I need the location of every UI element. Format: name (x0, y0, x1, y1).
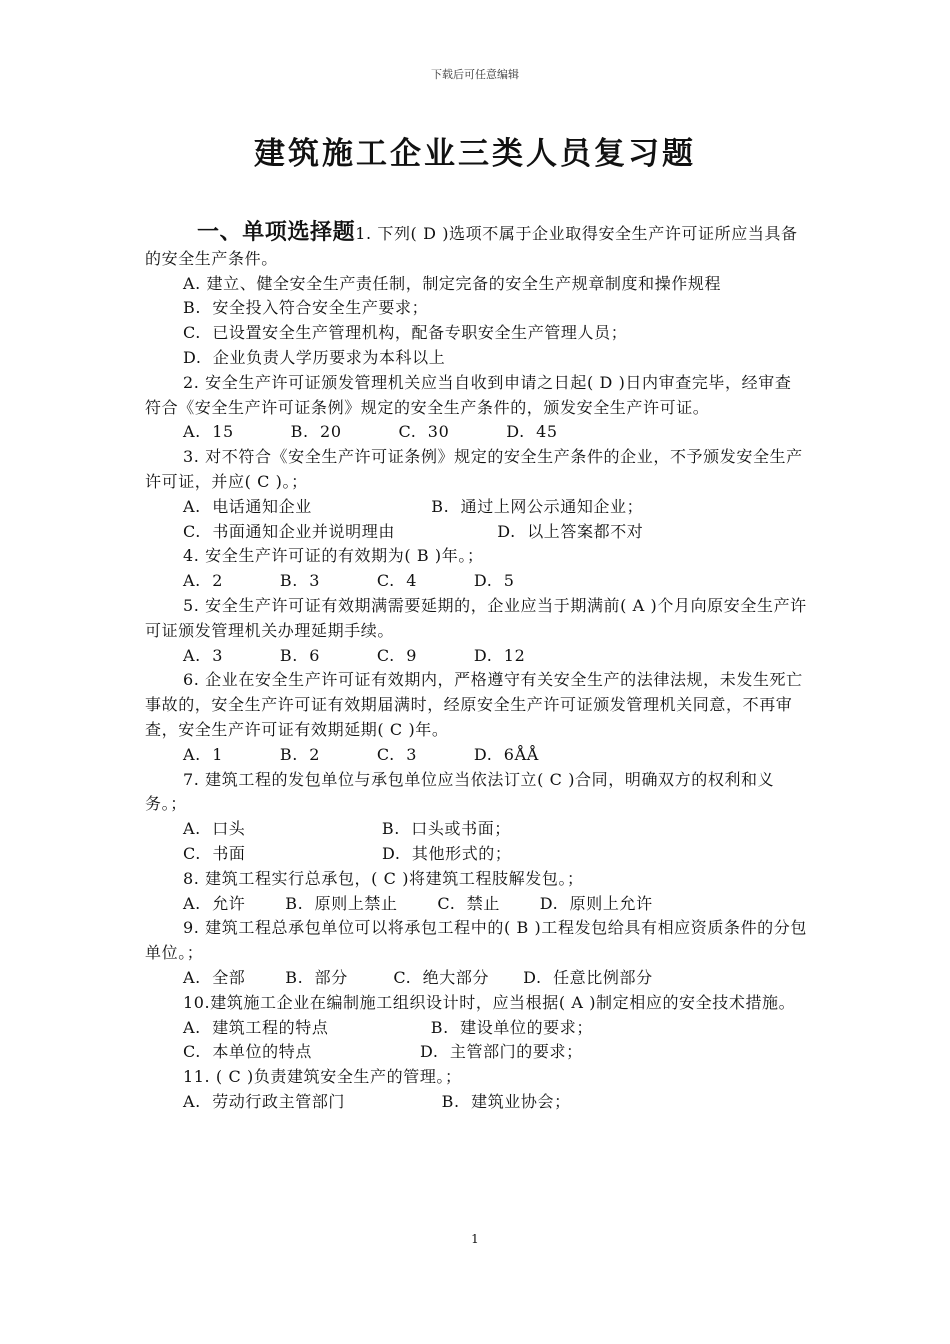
section-heading: 一、单项选择题 (197, 219, 356, 245)
question-text: 1. 下列( D )选项不属于企业取得安全生产许可证所应当具备的安全生产条件。 (145, 224, 798, 268)
option-line: A. 口头 B. 口头或书面； (183, 819, 511, 839)
question-1 (145, 220, 807, 272)
option-line: A. 劳动行政主管部门 B. 建筑业协会； (183, 1091, 571, 1111)
option-line: D. 企业负责人学历要求为本科以上 (183, 347, 446, 367)
question-8: 8. 建筑工程实行总承包，( C )将建筑工程肢解发包。； (183, 868, 584, 888)
question-6: 6. 企业在安全生产许可证有效期内，严格遵守有关安全生产的法律法规，未发生死亡事故的，安全生产许可证有效期届满时，经原安全生产许可证颁发管理机关同意，不再审查，安全生产许可证有效期延期( C )年。 (145, 670, 803, 739)
option-line: A. 允许 B. 原则上禁止 C. 禁止 D. 原则上允许 (183, 893, 653, 913)
option-line: A. 建筑工程的特点 B. 建设单位的要求； (183, 1017, 593, 1037)
option-text: A. 建立、健全安全生产责任制，制定完备的安全生产规章制度和操作规程 (183, 273, 722, 293)
option-line: A. 2 B. 3 C. 4 D. 5 (183, 571, 515, 591)
option-line: B. 安全投入符合安全生产要求； (183, 298, 429, 318)
page-number: 1 (471, 1232, 479, 1246)
option-line: A. 全部 B. 部分 C. 绝大部分 D. 任意比例部分 (183, 967, 653, 987)
option-line: A. 15 B. 20 C. 30 D. 45 (183, 422, 558, 442)
question-5: 5. 安全生产许可证有效期满需要延期的，企业应当于期满前( A )个月向原安全生产许可证颁发管理机关办理延期手续。 (145, 595, 807, 640)
page-header-note: 下载后可任意编辑 (431, 68, 519, 81)
question-4: 4. 安全生产许可证的有效期为( B )年。； (183, 546, 484, 566)
option-line: A. 3 B. 6 C. 9 D. 12 (183, 645, 526, 665)
option-line: C. 本单位的特点 D. 主管部门的要求； (183, 1042, 583, 1062)
option-line: A. 电话通知企业 B. 通过上网公示通知企业； (183, 496, 644, 516)
question-10: 10.建筑施工企业在编制施工组织设计时，应当根据( A )制定相应的安全技术措施。 (183, 992, 796, 1012)
document-title: 建筑施工企业三类人员复习题 (254, 136, 696, 172)
option-line: A. 1 B. 2 C. 3 D. 6ÅÅ (183, 744, 539, 764)
question-7: 7. 建筑工程的发包单位与承包单位应当依法订立( C )合同，明确双方的权利和义务。； (145, 769, 775, 814)
option-line: C. 已设置安全生产管理机构，配备专职安全生产管理人员； (183, 323, 628, 343)
question-list (145, 220, 807, 1115)
option-line: C. 书面 D. 其他形式的； (183, 843, 512, 863)
question-2: 2. 安全生产许可证颁发管理机关应当自收到申请之日起( D )日内审查完毕，经审查符合《安全生产许可证条例》规定的安全生产条件的，颁发安全生产许可证。 (145, 372, 792, 417)
option-line (145, 272, 807, 297)
question-3: 3. 对不符合《安全生产许可证条例》规定的安全生产条件的企业，不予颁发安全生产许可证，并应( C )。； (145, 447, 803, 491)
question-9: 9. 建筑工程总承包单位可以将承包工程中的( B )工程发包给具有相应资质条件的分包单位。； (145, 918, 807, 963)
option-line: C. 书面通知企业并说明理由 D. 以上答案都不对 (183, 521, 644, 541)
question-11: 11. ( C )负责建筑安全生产的管理。； (183, 1067, 462, 1087)
